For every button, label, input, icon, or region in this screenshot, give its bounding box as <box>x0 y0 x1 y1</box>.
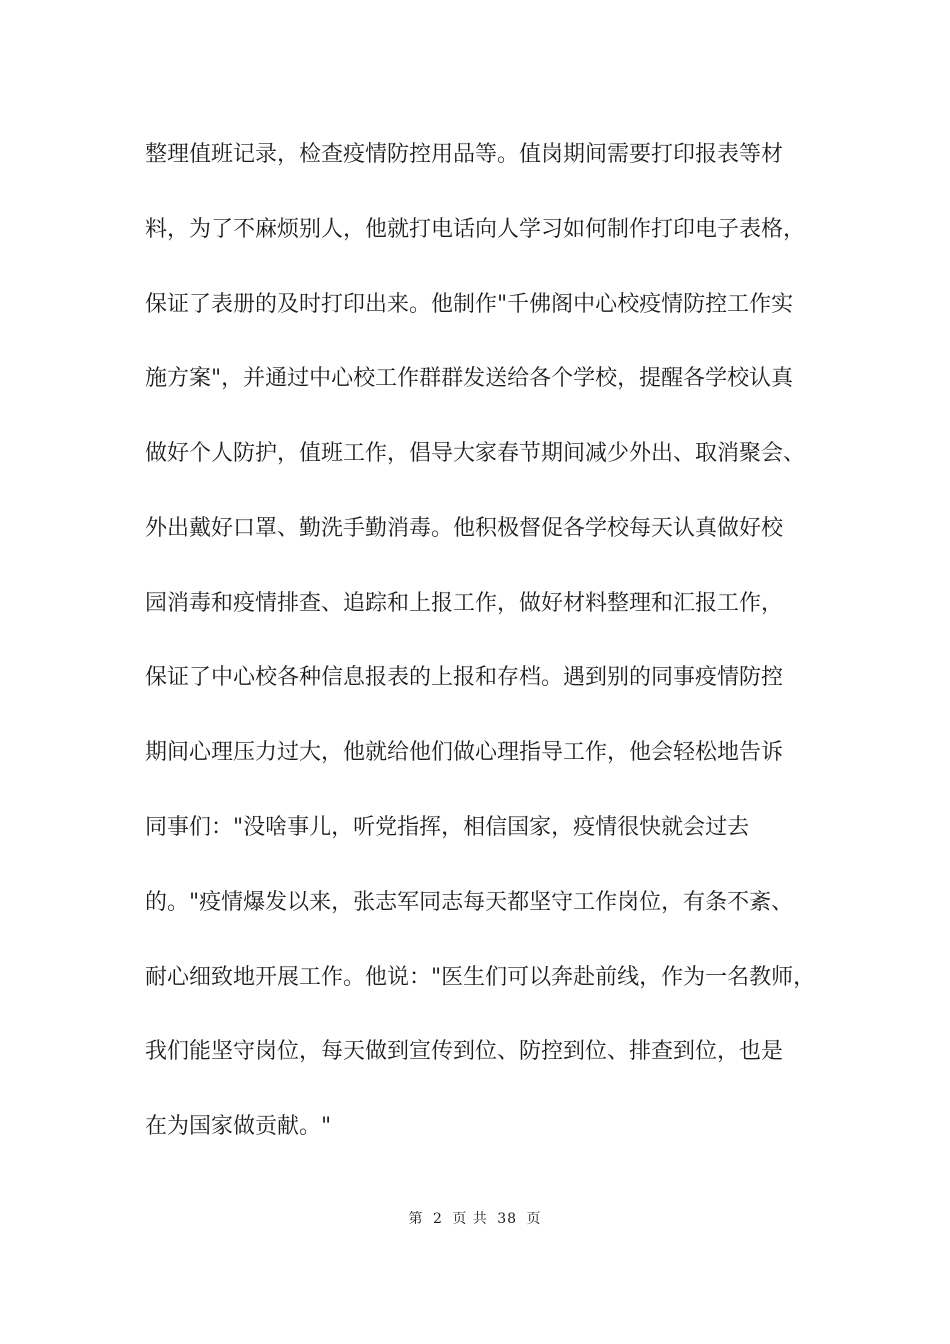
text-line: 我们能坚守岗位，每天做到宣传到位、防控到位、排查到位，也是 <box>145 1039 784 1065</box>
body-text <box>145 136 845 1183</box>
page-footer <box>0 1208 950 1228</box>
text-line: 保证了表册的及时打印出来。他制作"千佛阁中心校疫情防控工作实 <box>145 291 794 317</box>
text-line: 施方案"，并通过中心校工作群群发送给各个学校，提醒各学校认真 <box>145 366 794 392</box>
text-line: 做好个人防护，值班工作，倡导大家春节期间减少外出、取消聚会、 <box>145 441 806 467</box>
text-line: 的。"疫情爆发以来，张志军同志每天都坚守工作岗位，有条不紊、 <box>145 889 794 915</box>
text-line: 保证了中心校各种信息报表的上报和存档。遇到别的同事疫情防控 <box>145 665 784 691</box>
text-line: 同事们："没啥事儿，听党指挥，相信国家，疫情很快就会过去 <box>145 815 750 841</box>
footer-prefix: 第 <box>408 1211 424 1227</box>
text-line: 园消毒和疫情排查、追踪和上报工作，做好材料整理和汇报工作， <box>145 590 784 616</box>
text-line: 外出戴好口罩、勤洗手勤消毒。他积极督促各学校每天认真做好校 <box>145 515 784 541</box>
footer-page-number: 2 <box>432 1211 443 1227</box>
text-line: 期间心理压力过大，他就给他们做心理指导工作，他会轻松地告诉 <box>145 740 784 766</box>
footer-total-pages: 38 <box>497 1211 518 1227</box>
text-line: 耐心细致地开展工作。他说："医生们可以奔赴前线，作为一名教师， <box>145 964 816 990</box>
text-line: 料，为了不麻烦别人，他就打电话向人学习如何制作打印电子表格， <box>145 216 806 242</box>
footer-middle: 页 共 <box>452 1211 488 1227</box>
footer-suffix: 页 <box>526 1211 542 1227</box>
text-line: 在为国家做贡献。" <box>145 1114 332 1140</box>
text-line: 整理值班记录，检查疫情防控用品等。值岗期间需要打印报表等材 <box>145 142 784 167</box>
